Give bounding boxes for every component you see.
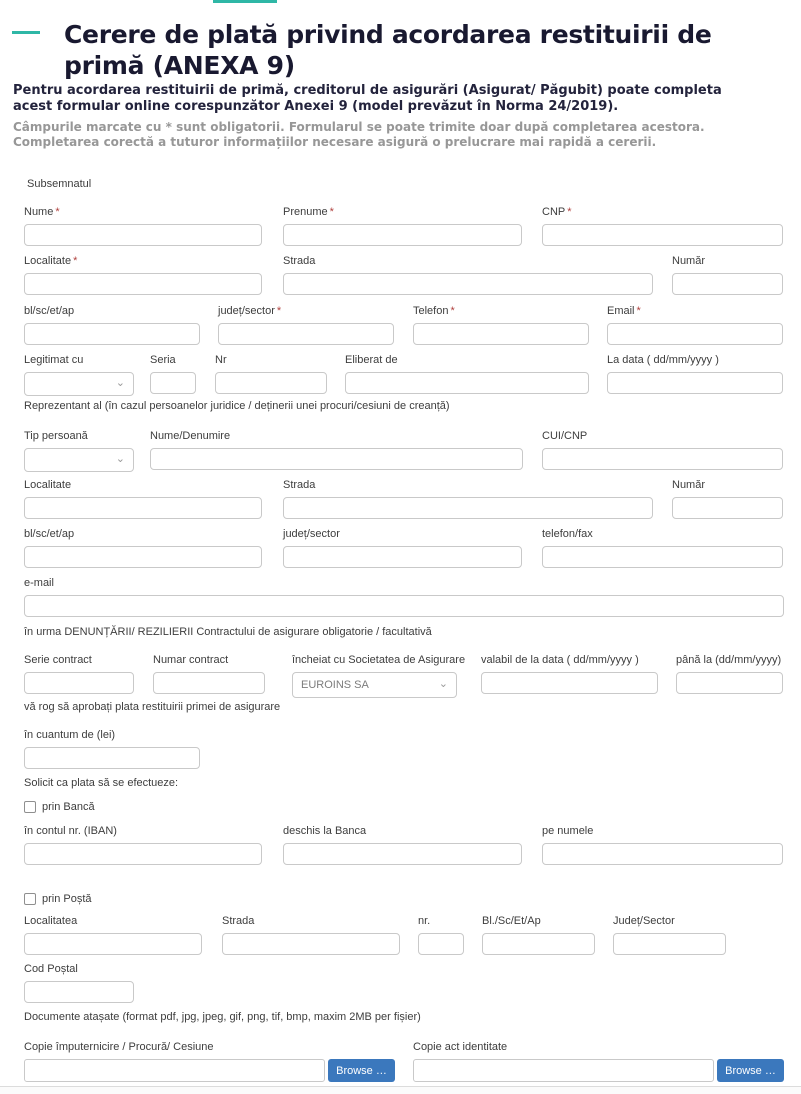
field-localitate [24,255,262,295]
bl-sc-et-ap-label: bl/sc/et/ap [24,305,75,317]
legitimat-cu-select[interactable] [24,372,134,396]
field-legitimat-cu [24,354,134,396]
telefon-fax-input[interactable] [542,546,783,568]
societate-label: încheiat cu Societatea de Asigurare [292,654,466,666]
field-nume-denumire [150,430,523,470]
field-bl-sc-et-ap [24,305,200,345]
posta-localitatea-label: Localitatea [24,915,78,927]
strada-input[interactable] [283,273,653,295]
pana-la-input[interactable] [676,672,783,694]
tip-persoana-label: Tip persoană [24,430,88,442]
field-rep-localitate [24,479,262,519]
aprobare-text: vă rog să aprobați plata restituirii primei de asigurare [24,701,281,713]
top-accent-line [213,0,277,3]
numar-label: Număr [672,255,706,267]
cnp-input[interactable] [542,224,783,246]
title-accent-dash [12,31,40,34]
field-eliberat-de [345,354,589,394]
posta-localitatea-input[interactable] [24,933,202,955]
section-contract: în urma DENUNȚĂRII/ REZILIERII Contractului de asigurare obligatorie / facultativă [24,626,432,638]
field-numar-contract [153,654,265,694]
posta-bl-input[interactable] [482,933,595,955]
copie-imputernicire-input[interactable] [24,1059,325,1082]
rep-numar-input[interactable] [672,497,783,519]
serie-contract-input[interactable] [24,672,134,694]
field-numar [672,255,783,295]
field-posta-bl [482,915,595,955]
posta-nr-input[interactable] [418,933,464,955]
posta-bl-label: Bl./Sc/Et/Ap [482,915,541,927]
section-documente: Documente atașate (format pdf, jpg, jpeg, gif, png, tif, bmp, maxim 2MB per fișier) [24,1011,421,1023]
field-rep-judet [283,528,522,568]
intro-text: Pentru acordarea restituirii de primă, creditorul de asigurări (Asigurat/ Păgubit) poate completa acest formular online corespunzător Anexei 9 (model prevăzut în Norma 24/2019). [13,83,722,114]
cui-cnp-label: CUI/CNP [542,430,588,442]
prin-posta-checkbox[interactable] [24,893,92,905]
field-rep-bl [24,528,262,568]
valabil-de-la-input[interactable] [481,672,658,694]
la-data-input[interactable] [607,372,783,394]
cuantum-label: în cuantum de (lei) [24,729,116,741]
field-societate [292,654,466,698]
rep-localitate-label: Localitate [24,479,72,491]
nume-label: Nume [24,206,54,218]
checkbox-icon[interactable] [24,801,36,813]
field-prenume [283,206,522,246]
rep-email-label: e-mail [24,577,54,589]
iban-label: în contul nr. (IBAN) [24,825,117,837]
solicit-text: Solicit ca plata să se efectueze: [24,777,179,789]
cui-cnp-input[interactable] [542,448,783,470]
browse-imputernicire-button[interactable]: Browse … [328,1059,395,1082]
field-pe-numele [542,825,783,865]
email-label: Email [607,305,635,317]
copie-identitate-label: Copie act identitate [413,1041,508,1053]
field-email [607,305,783,345]
telefon-label: Telefon [413,305,449,317]
email-input[interactable] [607,323,783,345]
field-posta-judet [613,915,726,955]
posta-judet-label: Județ/Sector [613,915,675,927]
field-posta-nr [418,915,464,955]
nr-label: Nr [215,354,227,366]
page-title: Cerere de plată privind acordarea restituirii de primă (ANEXA 9) [64,19,712,80]
rep-judet-input[interactable] [283,546,522,568]
pe-numele-label: pe numele [542,825,594,837]
field-seria [150,354,196,394]
judet-sector-input[interactable] [218,323,394,345]
valabil-de-la-label: valabil de la data ( dd/mm/yyyy ) [481,654,639,666]
required-asterisk: * [329,206,334,218]
iban-input[interactable] [24,843,262,865]
required-asterisk: * [73,255,78,267]
field-valabil-de-la [481,654,658,694]
eliberat-de-label: Eliberat de [345,354,398,366]
rep-bl-input[interactable] [24,546,262,568]
posta-strada-input[interactable] [222,933,400,955]
cnp-label: CNP [542,206,566,218]
nume-denumire-input[interactable] [150,448,523,470]
prin-posta-label: prin Poștă [42,893,92,905]
cod-postal-label: Cod Poștal [24,963,78,975]
chevron-down-icon: ⌄ [115,376,125,389]
telefon-input[interactable] [413,323,589,345]
field-rep-numar [672,479,783,519]
field-cod-postal [24,963,134,1003]
rep-email-input[interactable] [24,595,784,617]
checkbox-icon[interactable] [24,893,36,905]
field-copie-imputernicire [24,1041,395,1082]
posta-nr-label: nr. [418,915,431,927]
nr-input[interactable] [215,372,327,394]
field-strada [283,255,653,295]
field-tip-persoana [24,430,134,472]
field-pana-la [676,654,783,694]
field-nr [215,354,327,394]
localitate-input[interactable] [24,273,262,295]
rep-judet-label: județ/sector [283,528,340,540]
field-rep-email [24,577,784,617]
societate-value: EUROINS SA [301,679,369,691]
required-asterisk: * [636,305,641,317]
posta-strada-label: Strada [222,915,255,927]
required-asterisk: * [276,305,282,317]
bl-sc-et-ap-input[interactable] [24,323,200,345]
field-la-data [607,354,783,394]
section-reprezentant: Reprezentant al (în cazul persoanelor juridice / deținerii unei procuri/cesiuni de creanță) [24,400,450,412]
serie-contract-label: Serie contract [24,654,92,666]
rep-bl-label: bl/sc/et/ap [24,528,75,540]
judet-sector-label: județ/sector [218,305,275,317]
prenume-input[interactable] [283,224,522,246]
pe-numele-input[interactable] [542,843,783,865]
field-rep-strada [283,479,653,519]
rep-localitate-input[interactable] [24,497,262,519]
field-posta-localitatea [24,915,202,955]
bottom-divider [0,1086,801,1094]
rep-strada-input[interactable] [283,497,653,519]
legitimat-cu-label: Legitimat cu [24,354,84,366]
field-copie-identitate [413,1041,784,1082]
deschis-la-label: deschis la Banca [283,825,367,837]
field-cui-cnp [542,430,783,470]
nume-denumire-label: Nume/Denumire [150,430,231,442]
field-serie-contract [24,654,134,694]
telefon-fax-label: telefon/fax [542,528,593,540]
rep-strada-label: Strada [283,479,316,491]
eliberat-de-input[interactable] [345,372,589,394]
field-judet-sector [218,305,394,345]
localitate-label: Localitate [24,255,72,267]
field-posta-strada [222,915,400,955]
required-asterisk: * [450,305,455,317]
field-cuantum [24,729,200,769]
prin-banca-checkbox[interactable] [24,801,95,813]
cod-postal-input[interactable] [24,981,134,1003]
numar-input[interactable] [672,273,783,295]
numar-contract-label: Numar contract [153,654,229,666]
copie-imputernicire-label: Copie împuternicire / Procură/ Cesiune [24,1041,214,1053]
pana-la-label: până la (dd/mm/yyyy) [676,654,782,666]
field-telefon-fax [542,528,783,568]
field-iban [24,825,262,865]
numar-contract-input[interactable] [153,672,265,694]
browse-identitate-button[interactable]: Browse … [717,1059,784,1082]
field-deschis-la [283,825,522,865]
tip-persoana-select[interactable] [24,448,134,472]
deschis-la-input[interactable] [283,843,522,865]
seria-input[interactable] [150,372,196,394]
section-subsemnatul: Subsemnatul [27,178,92,190]
copie-identitate-input[interactable] [413,1059,714,1082]
field-telefon [413,305,589,345]
field-nume [24,206,262,246]
required-fields-note: Câmpurile marcate cu * sunt obligatorii. Formularul se poate trimite doar după completarea acestora. Completarea corectă a tuturor informațiilor necesare asigură o prelucrare mai rapidă a cererii. [13,120,705,149]
prin-banca-label: prin Bancă [42,801,95,813]
seria-label: Seria [150,354,176,366]
chevron-down-icon: ⌄ [438,677,448,690]
prenume-label: Prenume [283,206,328,218]
la-data-label: La data ( dd/mm/yyyy ) [607,354,719,366]
field-cnp [542,206,783,246]
cuantum-input[interactable] [24,747,200,769]
chevron-down-icon: ⌄ [115,452,125,465]
societate-select[interactable] [292,672,457,698]
strada-label: Strada [283,255,316,267]
posta-judet-input[interactable] [613,933,726,955]
required-asterisk: * [55,206,60,218]
required-asterisk: * [567,206,572,218]
nume-input[interactable] [24,224,262,246]
rep-numar-label: Număr [672,479,706,491]
